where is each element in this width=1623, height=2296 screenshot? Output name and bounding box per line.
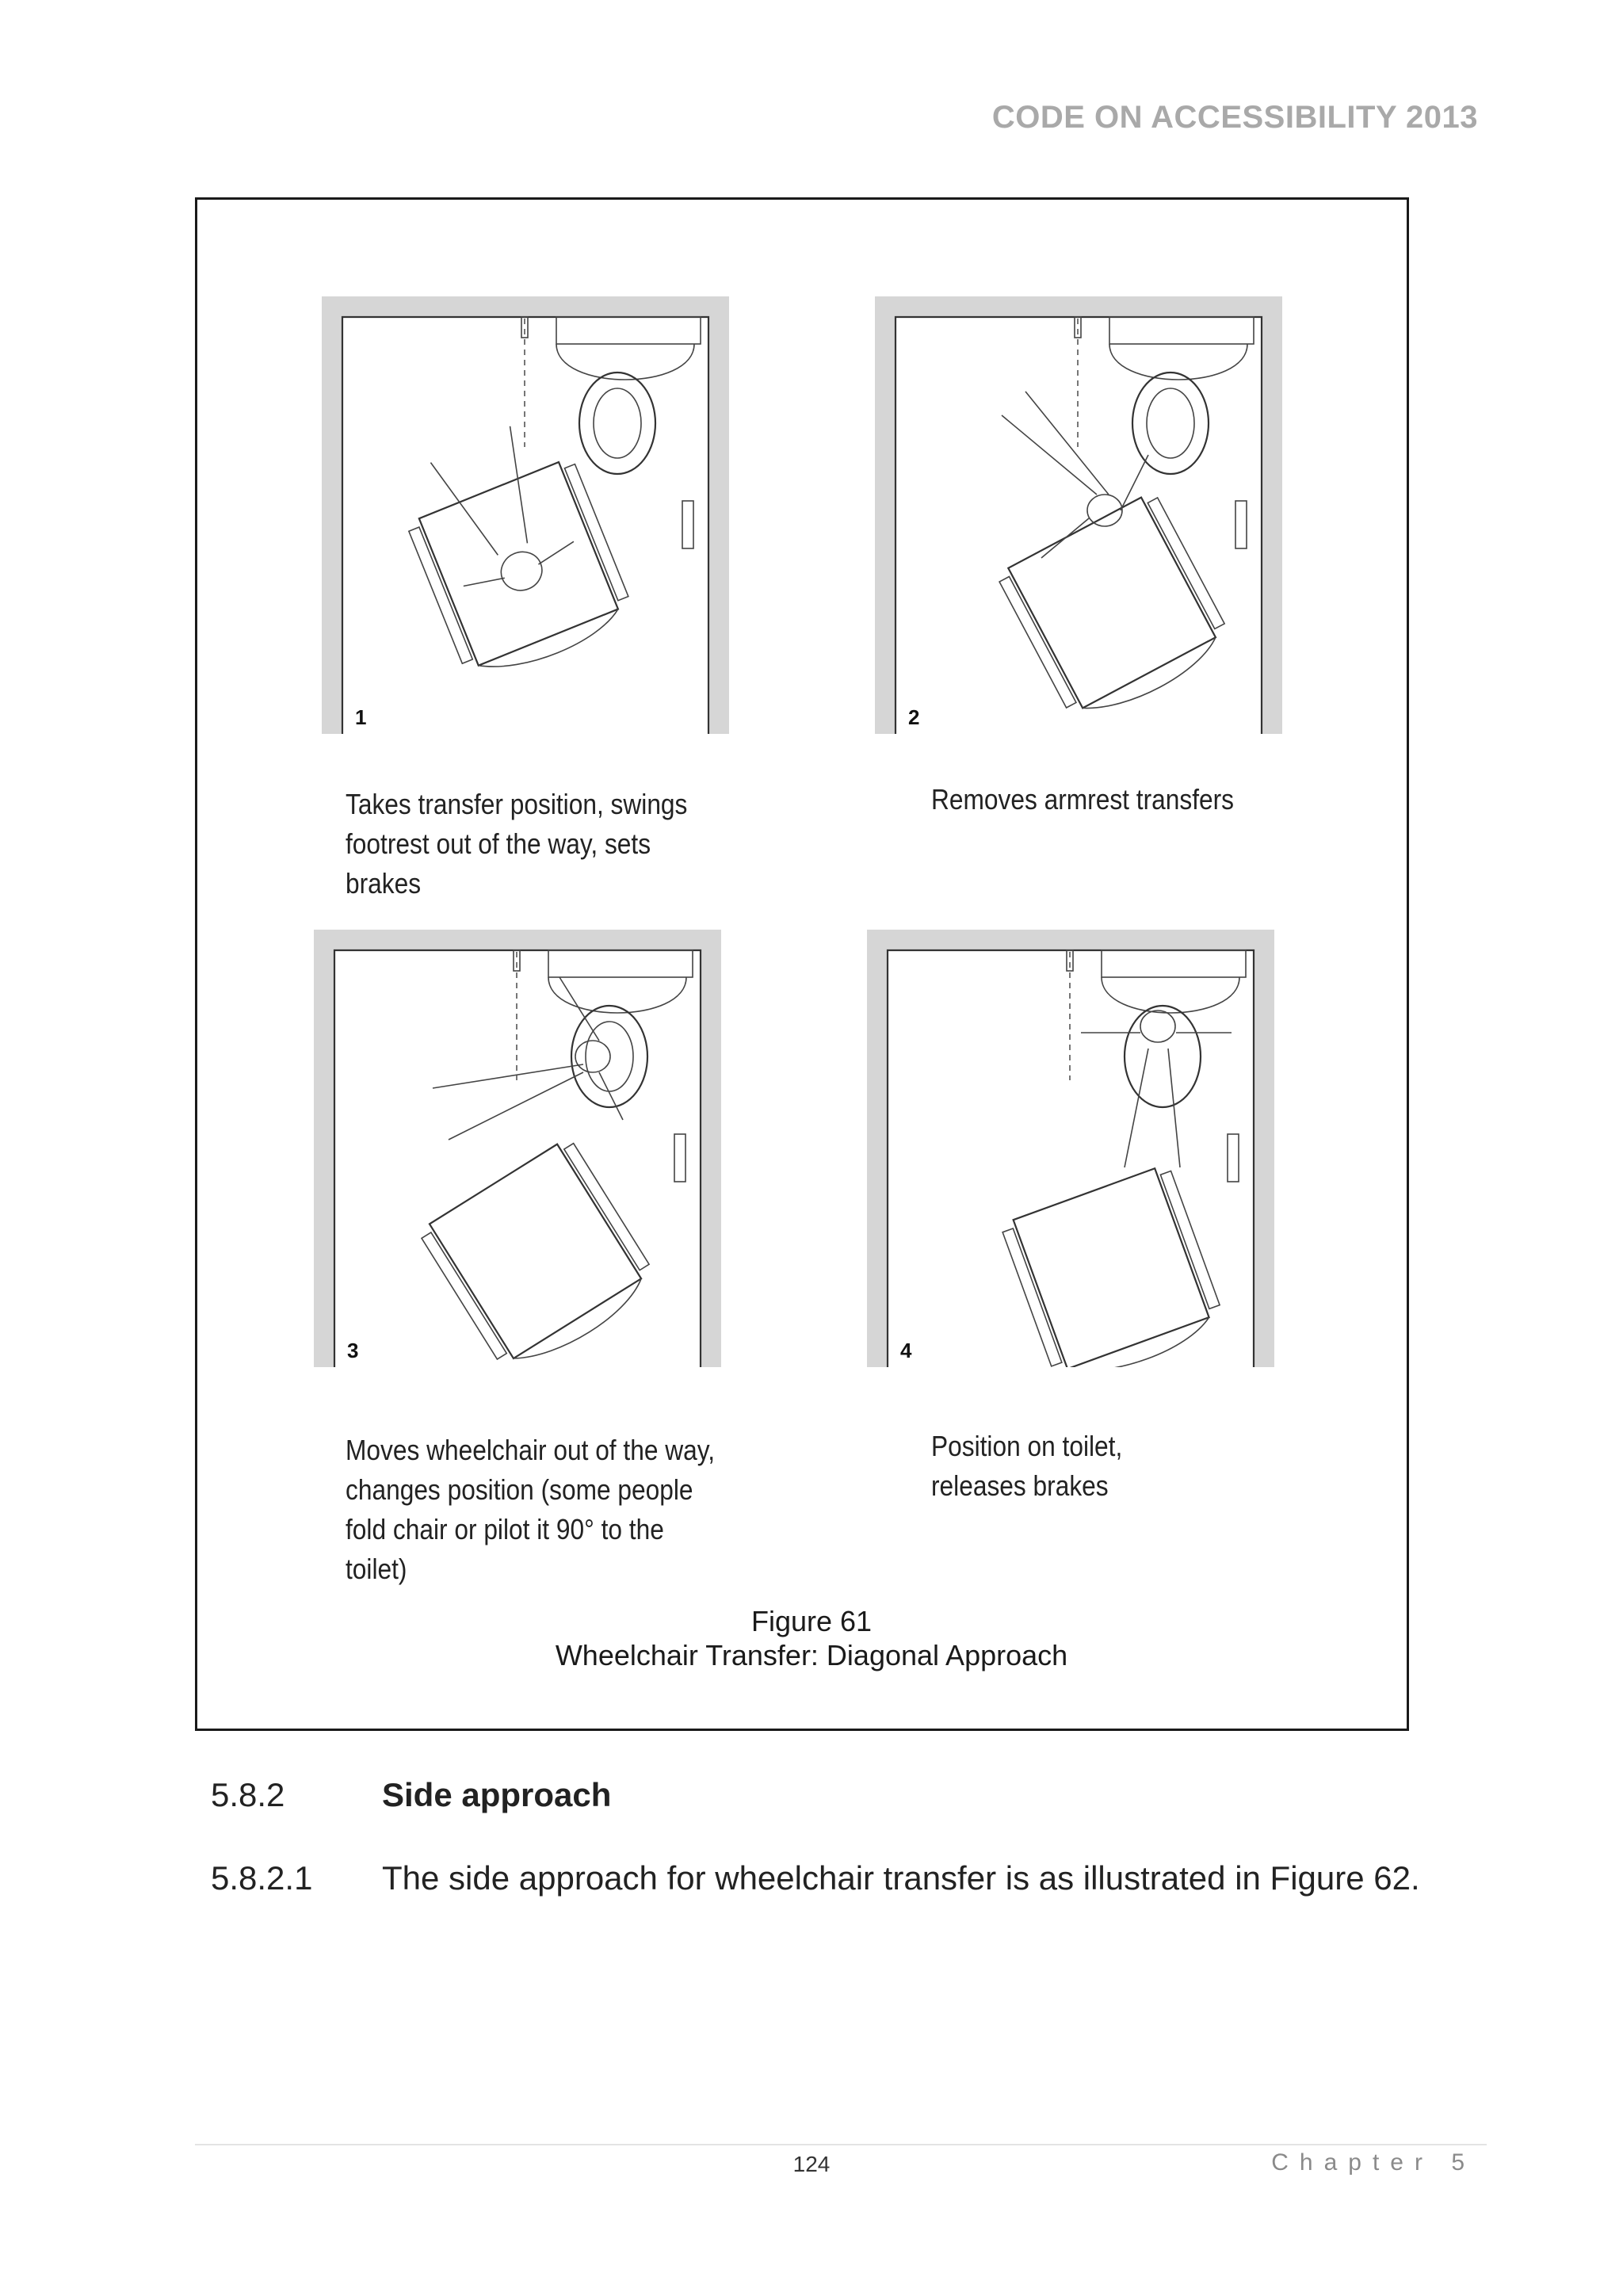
figure-title: Wheelchair Transfer: Diagonal Approach bbox=[555, 1639, 1068, 1671]
illustration-panel-3 bbox=[314, 930, 721, 1367]
section-number-5-8-2: 5.8.2 bbox=[211, 1776, 285, 1813]
panel-caption-2: Removes armrest transfers bbox=[931, 783, 1235, 816]
section-number-5-8-2-1: 5.8.2.1 bbox=[211, 1859, 313, 1897]
figure-number: Figure 61 bbox=[750, 1605, 873, 1637]
illustration-panel-2 bbox=[875, 296, 1282, 734]
chapter-label: Chapter 5 bbox=[1271, 2149, 1476, 2176]
section-heading: Side approach bbox=[382, 1776, 612, 1813]
running-header: CODE ON ACCESSIBILITY 2013 bbox=[991, 100, 1478, 135]
panel-number-3: 3 bbox=[347, 1339, 359, 1362]
panel-caption-3: Moves wheelchair out of the way, changes position (some people fold chair or pilot it 90° to the toilet) bbox=[346, 1434, 716, 1585]
illustration-panel-1 bbox=[322, 296, 729, 734]
panel-caption-1: Takes transfer position, swings footrest out of the way, sets brakes bbox=[346, 788, 688, 900]
page-number: 124 bbox=[792, 2152, 831, 2176]
panel-number-1: 1 bbox=[355, 705, 367, 729]
panel-number-2: 2 bbox=[908, 705, 920, 729]
illustration-panel-4 bbox=[867, 930, 1274, 1367]
section-body-text: The side approach for wheelchair transfer is as illustrated in Figure 62. bbox=[382, 1859, 1420, 1897]
footer-divider bbox=[195, 2144, 1487, 2145]
panel-number-4: 4 bbox=[900, 1339, 912, 1362]
panel-caption-4: Position on toilet, releases brakes bbox=[931, 1430, 1123, 1502]
